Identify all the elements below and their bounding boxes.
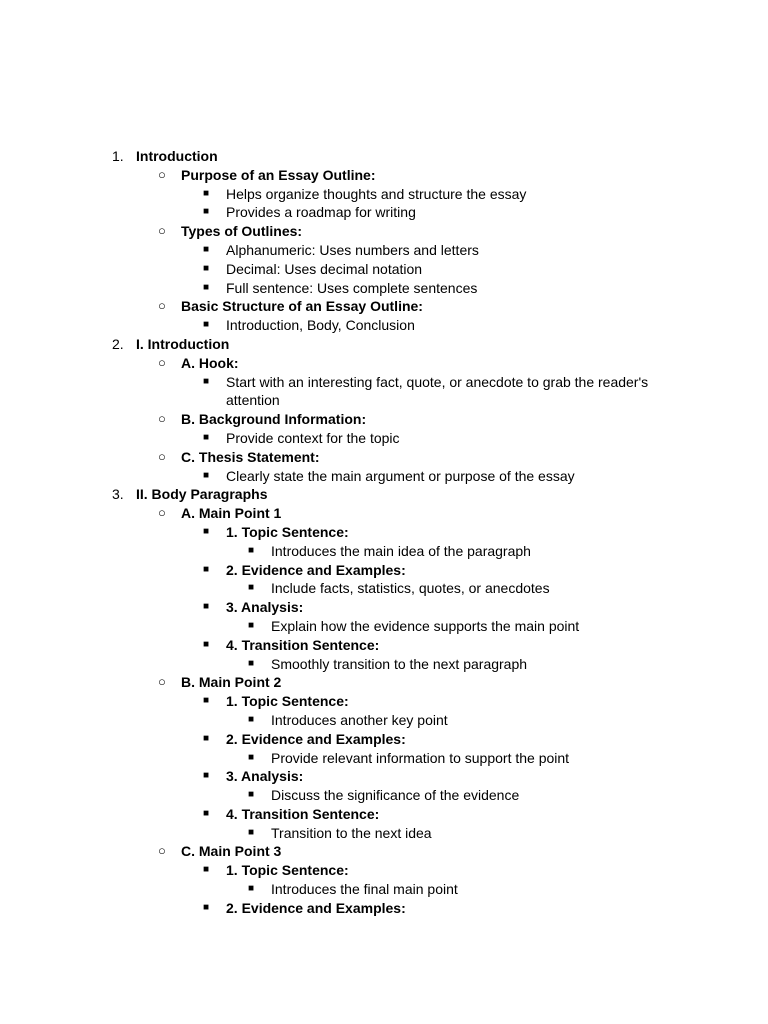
essay-outline [0,147,768,918]
hollow-circle-bullet-icon: ○ [158,505,166,521]
hollow-circle-bullet-icon: ○ [158,843,166,859]
outline-item-text: B. Main Point 2 [181,674,282,691]
filled-square-bullet-icon: ■ [248,826,255,838]
outline-item-text: Provide relevant information to support the point [271,749,570,766]
outline-item-text: 3. Analysis: [226,768,304,785]
outline-item-level-1 [0,166,768,185]
filled-square-bullet-icon: ■ [203,770,210,782]
filled-square-bullet-icon: ■ [248,619,255,631]
filled-square-bullet-icon: ■ [203,563,210,575]
outline-item-level-3 [0,617,768,636]
outline-item-text: 1. Topic Sentence: [226,523,349,540]
outline-item-level-0 [0,485,768,504]
filled-square-bullet-icon: ■ [203,901,210,913]
outline-item-level-2 [0,598,768,617]
outline-item-level-3 [0,655,768,674]
outline-item-text: Alphanumeric: Uses numbers and letters [226,241,479,258]
outline-item-level-1 [0,410,768,429]
outline-item-text: Full sentence: Uses complete sentences [226,279,478,296]
outline-item-level-2 [0,279,768,298]
outline-item-text: Helps organize thoughts and structure the essay [226,185,527,202]
list-number: 3. [112,486,124,503]
filled-square-bullet-icon: ■ [203,431,210,443]
outline-item-level-2 [0,636,768,655]
outline-item-level-2 [0,429,768,448]
filled-square-bullet-icon: ■ [203,281,210,293]
outline-item-text: C. Thesis Statement: [181,448,320,465]
outline-item-text: Introduces the final main point [271,881,458,898]
filled-square-bullet-icon: ■ [203,525,210,537]
hollow-circle-bullet-icon: ○ [158,674,166,690]
filled-square-bullet-icon: ■ [248,544,255,556]
outline-item-level-2 [0,467,768,486]
outline-item-level-1 [0,297,768,316]
outline-item-level-2 [0,730,768,749]
outline-item-text: 4. Transition Sentence: [226,636,380,653]
outline-item-level-1 [0,842,768,861]
outline-item-text: Provides a roadmap for writing [226,204,416,221]
hollow-circle-bullet-icon: ○ [158,298,166,314]
filled-square-bullet-icon: ■ [248,657,255,669]
outline-item-text: Transition to the next idea [271,824,432,841]
outline-item-text: A. Main Point 1 [181,505,282,522]
list-number: 2. [112,335,124,352]
outline-item-level-2 [0,805,768,824]
outline-item-level-0 [0,335,768,354]
outline-item-text: Introduction, Body, Conclusion [226,317,415,334]
outline-item-text: 1. Topic Sentence: [226,693,349,710]
outline-item-text: 4. Transition Sentence: [226,805,380,822]
filled-square-bullet-icon: ■ [203,187,210,199]
outline-item-level-0 [0,147,768,166]
filled-square-bullet-icon: ■ [248,883,255,895]
outline-item-level-1 [0,673,768,692]
filled-square-bullet-icon: ■ [203,807,210,819]
filled-square-bullet-icon: ■ [203,695,210,707]
outline-item-level-2 [0,260,768,279]
outline-item-level-2 [0,561,768,580]
filled-square-bullet-icon: ■ [248,789,255,801]
outline-item-level-3 [0,880,768,899]
outline-item-level-3 [0,579,768,598]
hollow-circle-bullet-icon: ○ [158,411,166,427]
outline-item-text: Introduces another key point [271,711,448,728]
filled-square-bullet-icon: ■ [203,732,210,744]
outline-item-text: Purpose of an Essay Outline: [181,166,376,183]
outline-item-level-3 [0,711,768,730]
outline-item-text: Explain how the evidence supports the main point [271,617,580,634]
filled-square-bullet-icon: ■ [248,713,255,725]
outline-item-text: II. Body Paragraphs [136,486,268,503]
outline-item-text: A. Hook: [181,354,239,371]
outline-item-text: Include facts, statistics, quotes, or anecdotes [271,580,550,597]
outline-item-level-1 [0,354,768,373]
outline-item-level-2 [0,899,768,918]
filled-square-bullet-icon: ■ [203,243,210,255]
outline-item-text: Smoothly transition to the next paragraph [271,655,528,672]
outline-item-text: 2. Evidence and Examples: [226,899,406,916]
filled-square-bullet-icon: ■ [203,375,210,387]
hollow-circle-bullet-icon: ○ [158,448,166,464]
outline-item-level-2 [0,767,768,786]
outline-item-level-3 [0,542,768,561]
outline-item-level-2 [0,861,768,880]
filled-square-bullet-icon: ■ [203,864,210,876]
outline-item-level-3 [0,786,768,805]
filled-square-bullet-icon: ■ [203,262,210,274]
outline-item-level-2 [0,241,768,260]
outline-item-text: Discuss the significance of the evidence [271,787,520,804]
outline-item-level-3 [0,824,768,843]
outline-item-level-1 [0,222,768,241]
outline-item-text: 2. Evidence and Examples: [226,730,406,747]
filled-square-bullet-icon: ■ [248,582,255,594]
outline-item-level-1 [0,448,768,467]
outline-item-text: Introduction [136,148,218,164]
outline-item-level-2 [0,692,768,711]
outline-item-level-3 [0,749,768,768]
outline-item-text: 3. Analysis: [226,599,304,616]
outline-item-text: Start with an interesting fact, quote, or anecdote to grab the reader's attention [226,373,649,409]
outline-item-level-2 [0,373,768,411]
filled-square-bullet-icon: ■ [203,469,210,481]
outline-item-text: Introduces the main idea of the paragraph [271,542,531,559]
hollow-circle-bullet-icon: ○ [158,354,166,370]
outline-item-text: Clearly state the main argument or purpose of the essay [226,467,575,484]
filled-square-bullet-icon: ■ [203,601,210,613]
outline-item-level-2 [0,203,768,222]
outline-item-text: I. Introduction [136,335,230,352]
outline-item-text: C. Main Point 3 [181,843,282,860]
outline-item-level-2 [0,523,768,542]
outline-item-text: B. Background Information: [181,411,367,428]
filled-square-bullet-icon: ■ [203,638,210,650]
list-number: 1. [112,148,124,164]
outline-item-text: 2. Evidence and Examples: [226,561,406,578]
hollow-circle-bullet-icon: ○ [158,223,166,239]
outline-item-level-2 [0,185,768,204]
outline-item-level-1 [0,504,768,523]
outline-item-text: Decimal: Uses decimal notation [226,260,423,277]
filled-square-bullet-icon: ■ [248,751,255,763]
hollow-circle-bullet-icon: ○ [158,166,166,182]
filled-square-bullet-icon: ■ [203,206,210,218]
filled-square-bullet-icon: ■ [203,319,210,331]
outline-item-level-2 [0,316,768,335]
outline-item-text: Basic Structure of an Essay Outline: [181,298,423,315]
outline-item-text: Provide context for the topic [226,429,400,446]
outline-item-text: Types of Outlines: [181,223,303,240]
outline-item-text: 1. Topic Sentence: [226,862,349,879]
